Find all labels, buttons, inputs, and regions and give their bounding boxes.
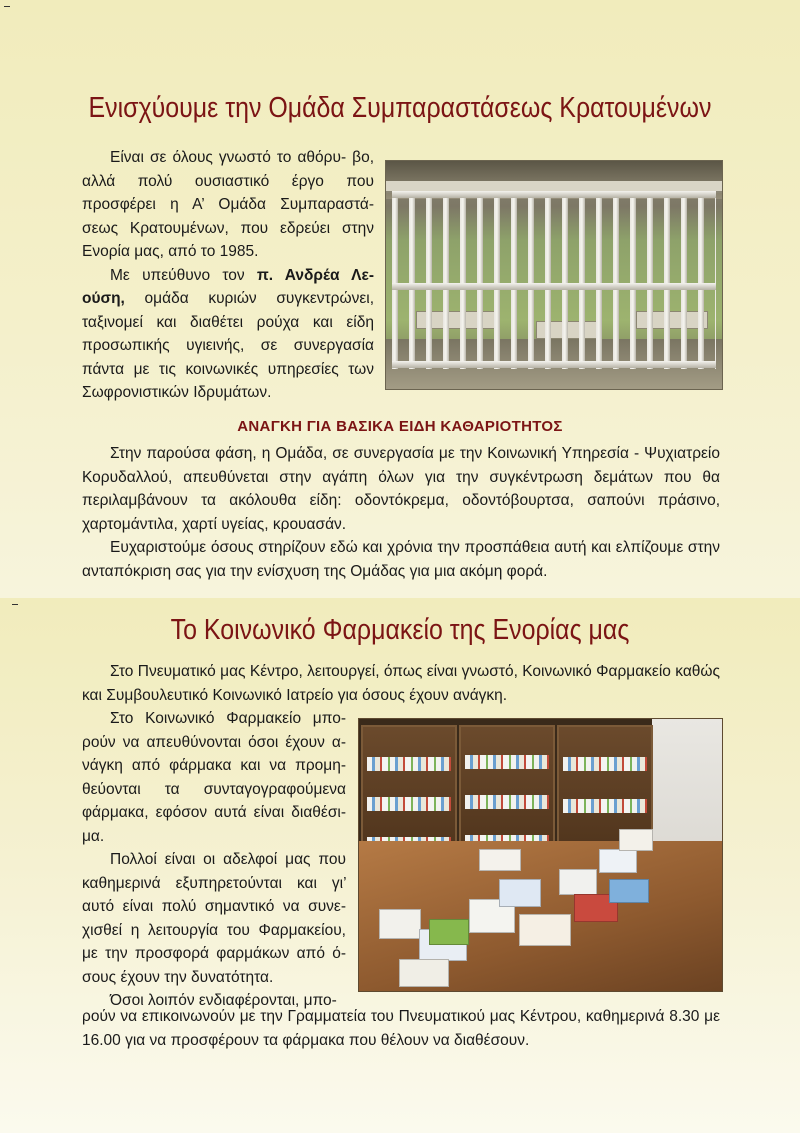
paragraph xyxy=(82,264,374,405)
text-line: θεύονται τα συνταγογραφούμενα xyxy=(82,780,346,798)
crop-mark xyxy=(12,604,18,605)
text-line: των Σωφρονιστικών Ιδρυμάτων. xyxy=(82,360,374,401)
text-line: ομάδα κυριών συγκεντρώνει, xyxy=(124,290,374,307)
medicine-box xyxy=(499,879,541,907)
text-line: φάρμακα, εφόσον αυτά είναι διαθέσι- xyxy=(82,804,346,821)
text-line: μα. xyxy=(82,827,105,845)
medicine-box xyxy=(559,869,597,895)
article-body-intro xyxy=(82,660,720,707)
medicine-box xyxy=(519,914,571,946)
paragraph: Στην παρούσα φάση, η Ομάδα, σε συνεργασία με την Κοινωνική Υπηρεσία - Ψυχιατρείο Κορυδαλλού, απευθύνεται στην αγάπη όλων για την συγκέντρωση δεμάτων που θα περιλαμβάνουν τα ακόλουθα είδη: οδοντόκρεμα, οδοντόβουρτσα, σαπούνι πράσινο, χαρτομάντιλα, χαρτί υγείας, κρουασάν. xyxy=(82,445,720,533)
article-body-pharmacy xyxy=(82,707,346,1013)
text-line: προσφέρει η Α’ Ομάδα Συμπαραστά- xyxy=(82,196,374,213)
crop-mark xyxy=(4,6,10,7)
photo-shelf xyxy=(563,799,647,813)
text-line: πάντα με τις κοινωνικές υπηρεσίες xyxy=(82,360,339,378)
photo-shelf xyxy=(563,757,647,771)
photo-shelf xyxy=(465,755,549,769)
photo-shelf xyxy=(367,797,451,811)
medicine-box xyxy=(599,849,637,873)
photo-crossbar xyxy=(392,283,716,290)
paragraph: ρούν να επικοινωνούν με την Γραμματεία του Πνευματικού μας Κέντρου, καθημερινά 8.30 με 16.00 για να προσφέρουν τα φάρμακα που θέλουν να διαθέσουν. xyxy=(82,1008,720,1049)
photo-crossbar xyxy=(392,361,716,368)
paragraph xyxy=(82,146,374,264)
text-line: με την προσφορά φαρμάκων από ό- xyxy=(82,945,346,962)
photo-crossbar xyxy=(392,191,716,198)
text-line: βο, αλλά πολύ ουσιαστικό έργο που xyxy=(82,149,374,190)
person-name: π. Ανδρέα Λε- xyxy=(256,266,374,284)
text-line: χισθεί η λειτουργία του Φαρμακείου, xyxy=(82,921,346,939)
text-line: στην Ενορία μας, από το 1985. xyxy=(82,219,374,260)
person-name: ούση, xyxy=(82,290,125,307)
paragraph: Στο Πνευματικό μας Κέντρο, λειτουργεί, όπως είναι γνωστό, Κοινωνικό Φαρμακείο καθώς και Συμβουλευτικό Κοινωνικό Ιατρείο για όσους έχουν ανάγκη. xyxy=(82,663,720,704)
paragraph xyxy=(82,707,346,848)
prison-cells-photo xyxy=(385,160,723,390)
text-line: ταξινομεί και διαθέτει ρούχα και είδη xyxy=(82,313,374,331)
text-line: προσωπικής υγιεινής, σε συνεργασία xyxy=(82,337,374,354)
text-line: σους έχουν την δυνατότητα. xyxy=(82,968,274,986)
medicine-box xyxy=(619,829,653,851)
photo-shelf xyxy=(367,757,451,771)
medicine-box xyxy=(609,879,649,903)
medicine-box xyxy=(479,849,521,871)
section-subheading: ΑΝΑΓΚΗ ΓΙΑ ΒΑΣΙΚΑ ΕΙΔΗ ΚΑΘΑΡΙΟΤΗΤΟΣ xyxy=(237,418,563,435)
article-body-intro xyxy=(82,146,374,405)
article-title-social-pharmacy: Το Κοινωνικό Φαρμακείο της Ενορίας μας xyxy=(170,614,630,646)
text-line: Με υπεύθυνο τον xyxy=(110,266,257,284)
text-line: νάγκη από φάρμακα και να προμη- xyxy=(82,757,346,774)
paragraph: Ευχαριστούμε όσους στηρίζουν εδώ και χρόνια την προσπάθεια αυτή και ελπίζουμε στην ανταπόκριση σας για την ενίσχυση της Ομάδας για μια ακόμη φορά. xyxy=(82,539,720,580)
article-body-contact xyxy=(82,1005,720,1052)
text-line: σεως Κρατουμένων, που εδρεύει xyxy=(82,219,331,237)
paragraph: Όσοι λοιπόν ενδιαφέρονται, μπο- xyxy=(110,992,337,1009)
text-line: καθημερινά εξυπηρετούνται και γι’ xyxy=(82,874,346,892)
medicine-box xyxy=(379,909,421,939)
paragraph xyxy=(82,848,346,989)
text-line: αυτό είναι πολύ σημαντικό να συνε- xyxy=(82,898,346,915)
article-title-prison-support: Ενισχύουμε την Ομάδα Συμπαραστάσεως Κρατουμένων xyxy=(88,92,712,124)
medicine-box xyxy=(429,919,469,945)
text-line: Πολλοί είναι οι αδελφοί μας που xyxy=(110,851,346,868)
photo-shelf xyxy=(465,795,549,809)
photo-bars xyxy=(392,191,716,369)
text-line: Στο Κοινωνικό Φαρμακείο μπο- xyxy=(110,710,346,727)
medicine-box xyxy=(399,959,449,987)
pharmacy-photo xyxy=(358,718,723,992)
text-line: Είναι σε όλους γνωστό το αθόρυ- xyxy=(110,149,347,166)
text-line: ρούν να απευθύνονται όσοι έχουν α- xyxy=(82,733,346,751)
article-body-appeal xyxy=(82,442,720,583)
